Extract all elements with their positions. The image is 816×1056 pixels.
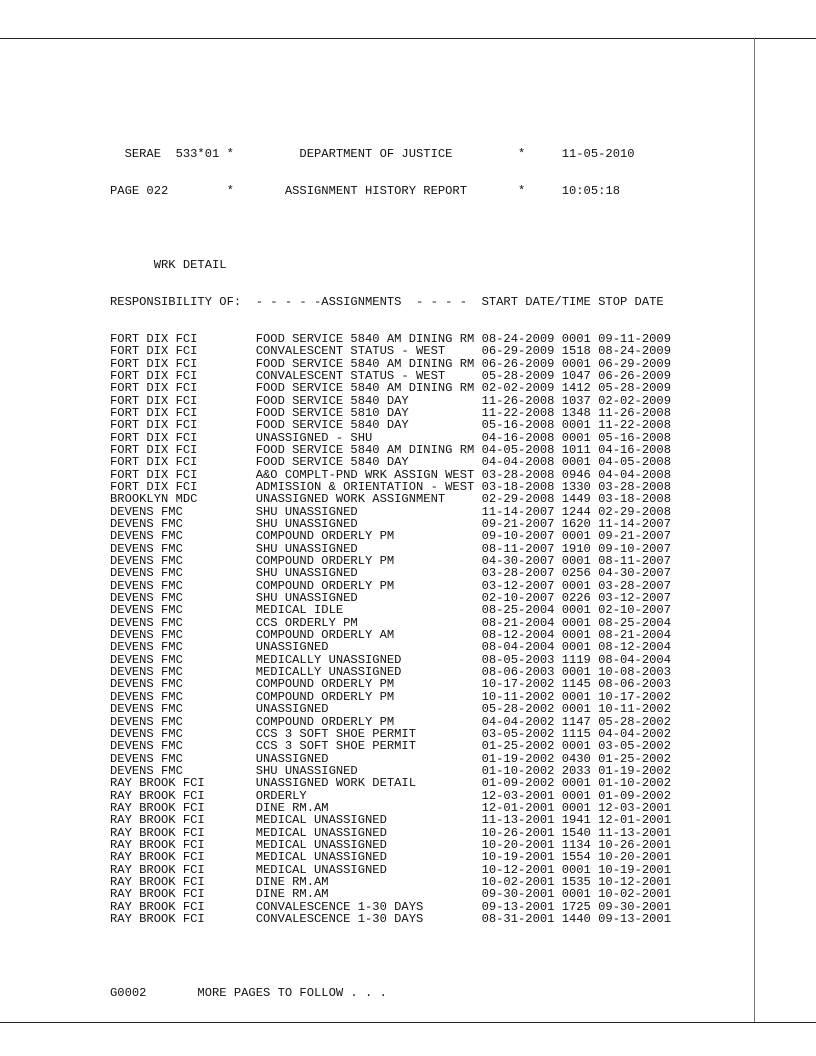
table-row: RAY BROOK FCI CONVALESCENCE 1-30 DAYS 08-31-2001 1440 09-13-2001 — [110, 912, 671, 926]
table-row: RAY BROOK FCI MEDICAL UNASSIGNED 11-13-2001 1941 12-01-2001 — [110, 813, 671, 828]
table-row: DEVENS FMC COMPOUND ORDERLY PM 10-11-2002 0001 10-17-2002 — [110, 689, 671, 704]
table-row: DEVENS FMC COMPOUND ORDERLY AM 08-12-2004 0001 08-21-2004 — [110, 628, 671, 643]
table-row: RAY BROOK FCI DINE RM.AM 09-30-2001 0001 10-02-2001 — [110, 887, 671, 902]
right-border-line — [754, 38, 755, 1022]
top-border-line — [0, 38, 816, 39]
table-row: DEVENS FMC UNASSIGNED 05-28-2002 0001 10-11-2002 — [110, 702, 671, 717]
table-row: FORT DIX FCI FOOD SERVICE 5840 AM DINING RM 02-02-2009 1412 05-28-2009 — [110, 381, 671, 396]
assignment-rows — [110, 333, 750, 926]
table-row: BROOKLYN MDC UNASSIGNED WORK ASSIGNMENT 02-29-2008 1449 03-18-2008 — [110, 492, 671, 507]
table-row: FORT DIX FCI CONVALESCENT STATUS - WEST 06-29-2009 1518 08-24-2009 — [110, 344, 671, 359]
table-row: FORT DIX FCI FOOD SERVICE 5840 AM DINING RM 08-24-2009 0001 09-11-2009 — [110, 331, 671, 346]
table-row: DEVENS FMC SHU UNASSIGNED 08-11-2007 1910 09-10-2007 — [110, 541, 671, 556]
table-row: RAY BROOK FCI MEDICAL UNASSIGNED 10-26-2001 1540 11-13-2001 — [110, 825, 671, 840]
table-row: RAY BROOK FCI DINE RM.AM 10-02-2001 1535 10-12-2001 — [110, 874, 671, 889]
table-row: DEVENS FMC CCS 3 SOFT SHOE PERMIT 01-25-2002 0001 03-05-2002 — [110, 739, 671, 754]
report-footer: G0002 MORE PAGES TO FOLLOW . . . — [110, 986, 387, 1001]
table-row: RAY BROOK FCI ORDERLY 12-03-2001 0001 01-09-2002 — [110, 788, 671, 803]
table-row: DEVENS FMC MEDICALLY UNASSIGNED 08-05-2003 1119 08-04-2004 — [110, 652, 671, 667]
section-title: WRK DETAIL — [110, 257, 227, 272]
table-row: DEVENS FMC COMPOUND ORDERLY PM 04-04-2002 1147 05-28-2002 — [110, 714, 671, 729]
table-row: DEVENS FMC MEDICAL IDLE 08-25-2004 0001 02-10-2007 — [110, 603, 671, 618]
table-row: DEVENS FMC CCS ORDERLY PM 08-21-2004 0001 08-25-2004 — [110, 615, 671, 630]
table-row: RAY BROOK FCI UNASSIGNED WORK DETAIL 01-09-2002 0001 01-10-2002 — [110, 776, 671, 791]
table-row: DEVENS FMC COMPOUND ORDERLY PM 10-17-2002 1145 08-06-2003 — [110, 677, 671, 692]
report-header-line-2: PAGE 022 * ASSIGNMENT HISTORY REPORT * 10:05:18 — [110, 183, 620, 198]
table-row: DEVENS FMC CCS 3 SOFT SHOE PERMIT 03-05-2002 1115 04-04-2002 — [110, 726, 671, 741]
table-row: FORT DIX FCI CONVALESCENT STATUS - WEST 05-28-2009 1047 06-26-2009 — [110, 368, 671, 383]
table-row: FORT DIX FCI FOOD SERVICE 5840 DAY 11-26-2008 1037 02-02-2009 — [110, 393, 671, 408]
spacer — [110, 950, 750, 962]
column-headers: RESPONSIBILITY OF: - - - - -ASSIGNMENTS - - - - START DATE/TIME STOP DATE — [110, 294, 664, 309]
table-row: FORT DIX FCI FOOD SERVICE 5810 DAY 11-22-2008 1348 11-26-2008 — [110, 405, 671, 420]
table-row: FORT DIX FCI ADMISSION & ORIENTATION - WEST 03-18-2008 1330 03-28-2008 — [110, 479, 671, 494]
table-row: FORT DIX FCI FOOD SERVICE 5840 DAY 04-04-2008 0001 04-05-2008 — [110, 455, 671, 470]
bottom-border-line — [0, 1022, 816, 1023]
table-row: DEVENS FMC COMPOUND ORDERLY PM 09-10-2007 0001 09-21-2007 — [110, 529, 671, 544]
table-row: RAY BROOK FCI MEDICAL UNASSIGNED 10-20-2001 1134 10-26-2001 — [110, 837, 671, 852]
table-row: RAY BROOK FCI DINE RM.AM 12-01-2001 0001 12-03-2001 — [110, 800, 671, 815]
table-row: FORT DIX FCI UNASSIGNED - SHU 04-16-2008 0001 05-16-2008 — [110, 430, 671, 445]
table-row: FORT DIX FCI FOOD SERVICE 5840 AM DINING RM 04-05-2008 1011 04-16-2008 — [110, 442, 671, 457]
table-row: RAY BROOK FCI CONVALESCENCE 1-30 DAYS 09-13-2001 1725 09-30-2001 — [110, 899, 671, 914]
table-row: DEVENS FMC SHU UNASSIGNED 02-10-2007 0226 03-12-2007 — [110, 591, 671, 606]
table-row: FORT DIX FCI A&O COMPLT-PND WRK ASSIGN WEST 03-28-2008 0946 04-04-2008 — [110, 467, 671, 482]
table-row: FORT DIX FCI FOOD SERVICE 5840 AM DINING RM 06-26-2009 0001 06-29-2009 — [110, 356, 671, 371]
table-row: FORT DIX FCI FOOD SERVICE 5840 DAY 05-16-2008 0001 11-22-2008 — [110, 418, 671, 433]
table-row: DEVENS FMC SHU UNASSIGNED 03-28-2007 0256 04-30-2007 — [110, 566, 671, 581]
table-row: DEVENS FMC UNASSIGNED 01-19-2002 0430 01-25-2002 — [110, 751, 671, 766]
report-header-line-1: SERAE 533*01 * DEPARTMENT OF JUSTICE * 11-05-2010 — [110, 146, 635, 161]
table-row: DEVENS FMC MEDICALLY UNASSIGNED 08-06-2003 0001 10-08-2003 — [110, 665, 671, 680]
spacer — [110, 222, 750, 234]
table-row: DEVENS FMC COMPOUND ORDERLY PM 04-30-2007 0001 08-11-2007 — [110, 554, 671, 569]
assignment-history-report — [110, 123, 750, 1012]
table-row: RAY BROOK FCI MEDICAL UNASSIGNED 10-19-2001 1554 10-20-2001 — [110, 850, 671, 865]
table-row: DEVENS FMC UNASSIGNED 08-04-2004 0001 08-12-2004 — [110, 640, 671, 655]
table-row: DEVENS FMC SHU UNASSIGNED 09-21-2007 1620 11-14-2007 — [110, 517, 671, 531]
table-row: DEVENS FMC SHU UNASSIGNED 11-14-2007 1244 02-29-2008 — [110, 504, 671, 519]
table-row: DEVENS FMC COMPOUND ORDERLY PM 03-12-2007 0001 03-28-2007 — [110, 578, 671, 593]
table-row: DEVENS FMC SHU UNASSIGNED 01-10-2002 2033 01-19-2002 — [110, 763, 671, 778]
table-row: RAY BROOK FCI MEDICAL UNASSIGNED 10-12-2001 0001 10-19-2001 — [110, 862, 671, 877]
